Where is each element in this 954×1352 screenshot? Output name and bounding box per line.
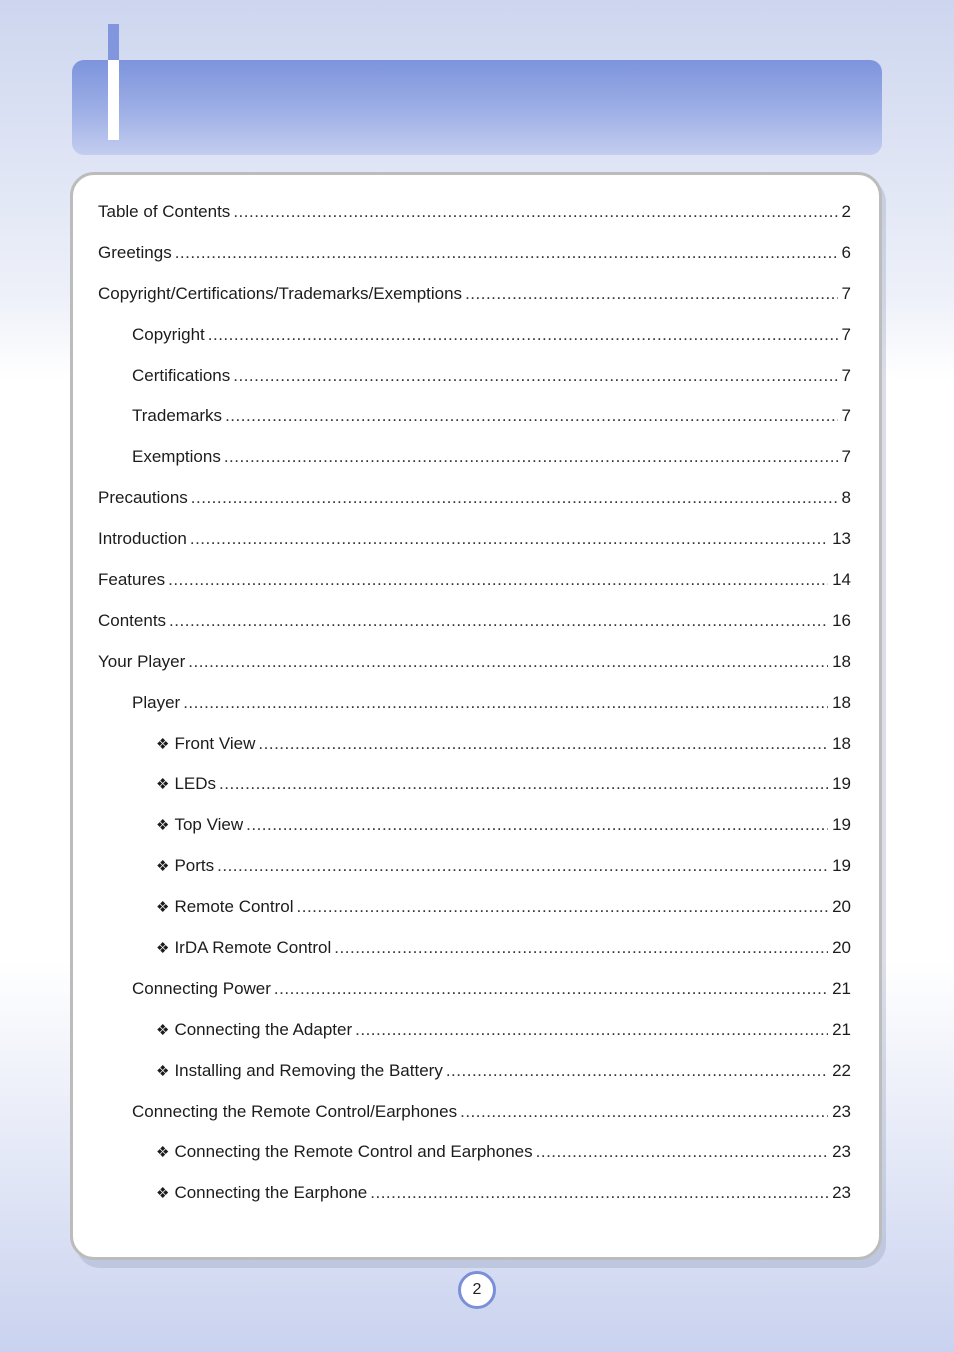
toc-entry[interactable] <box>98 693 851 734</box>
toc-entry-title: Copyright <box>132 324 205 344</box>
dot-leader <box>183 693 828 713</box>
diamond-bullet-icon: ❖ <box>156 1062 170 1080</box>
dot-leader <box>191 488 838 508</box>
header-accent-bar <box>108 60 119 140</box>
toc-entry-title: IrDA Remote Control <box>174 938 332 958</box>
toc-entry-page: 20 <box>832 938 851 958</box>
dot-leader <box>536 1142 828 1162</box>
dot-leader <box>460 1102 828 1122</box>
toc-entry-page: 16 <box>832 610 851 630</box>
toc-entry[interactable] <box>98 1102 851 1143</box>
dot-leader <box>274 979 828 999</box>
toc-entry-title: Features <box>98 570 166 590</box>
toc-entry-page: 7 <box>841 406 851 426</box>
toc-entry-page: 14 <box>832 570 851 590</box>
toc-entry-title: Exemptions <box>132 447 221 467</box>
toc-entry-page: 19 <box>832 856 851 876</box>
toc-entry-title: Greetings <box>98 242 172 262</box>
dot-leader <box>175 243 838 263</box>
toc-entry[interactable] <box>98 1061 851 1102</box>
diamond-bullet-icon: ❖ <box>156 1021 170 1039</box>
toc-entry-page: 21 <box>832 978 851 998</box>
toc-entry[interactable] <box>98 774 851 815</box>
toc-entry[interactable] <box>98 366 851 407</box>
dot-leader <box>355 1020 828 1040</box>
toc-entry-page: 22 <box>832 1060 851 1080</box>
dot-leader <box>208 325 838 345</box>
toc-entry-title: Installing and Removing the Battery <box>174 1060 443 1080</box>
toc-entry-page: 8 <box>841 488 851 508</box>
toc-entry[interactable] <box>98 202 851 243</box>
dot-leader <box>188 652 828 672</box>
toc-entry-title: Connecting the Remote Control and Earphones <box>174 1142 533 1162</box>
toc-entry[interactable] <box>98 652 851 693</box>
table-of-contents <box>98 202 851 1224</box>
page-number: 2 <box>472 1281 482 1298</box>
toc-entry[interactable] <box>98 447 851 488</box>
toc-entry-title: Connecting the Remote Control/Earphones <box>132 1101 458 1121</box>
diamond-bullet-icon: ❖ <box>156 817 170 835</box>
dot-leader <box>217 856 828 876</box>
diamond-bullet-icon: ❖ <box>156 1185 170 1203</box>
toc-entry[interactable] <box>98 611 851 652</box>
dot-leader <box>233 366 837 386</box>
toc-entry[interactable] <box>98 406 851 447</box>
toc-entry-page: 2 <box>841 202 851 221</box>
diamond-bullet-icon: ❖ <box>156 1144 170 1162</box>
toc-entry-page: 13 <box>832 529 851 549</box>
diamond-bullet-icon: ❖ <box>156 940 170 958</box>
dot-leader <box>446 1061 828 1081</box>
toc-entry-page: 19 <box>832 815 851 835</box>
toc-entry-page: 7 <box>841 283 851 303</box>
toc-entry-title: Player <box>132 692 181 712</box>
dot-leader <box>370 1183 828 1203</box>
toc-entry-title: Ports <box>174 856 215 876</box>
toc-entry-title: LEDs <box>174 774 217 794</box>
toc-entry-title: Connecting the Adapter <box>174 1019 353 1039</box>
toc-entry-title: Precautions <box>98 488 188 508</box>
toc-entry[interactable] <box>98 325 851 366</box>
toc-entry-title: Contents <box>98 610 167 630</box>
diamond-bullet-icon: ❖ <box>156 735 170 753</box>
toc-entry-title: Certifications <box>132 365 231 385</box>
dot-leader <box>169 611 828 631</box>
toc-entry[interactable] <box>98 488 851 529</box>
toc-entry[interactable] <box>98 815 851 856</box>
toc-entry-page: 23 <box>832 1101 851 1121</box>
toc-entry-page: 7 <box>841 324 851 344</box>
toc-entry-title: Front View <box>174 733 256 753</box>
toc-entry-page: 20 <box>832 897 851 917</box>
toc-entry-title: Trademarks <box>132 406 223 426</box>
toc-entry[interactable] <box>98 938 851 979</box>
toc-entry-title: Connecting the Earphone <box>174 1183 368 1203</box>
dot-leader <box>190 529 828 549</box>
diamond-bullet-icon: ❖ <box>156 858 170 876</box>
toc-entry-page: 18 <box>832 733 851 753</box>
toc-entry[interactable] <box>98 570 851 611</box>
toc-entry-title: Remote Control <box>174 897 294 917</box>
dot-leader <box>224 447 838 467</box>
dot-leader <box>465 284 837 304</box>
toc-entry-title: Introduction <box>98 529 187 549</box>
toc-entry-page: 21 <box>832 1019 851 1039</box>
toc-entry-page: 7 <box>841 365 851 385</box>
toc-entry-page: 6 <box>841 242 851 262</box>
toc-entry-page: 7 <box>841 447 851 467</box>
dot-leader <box>225 406 837 426</box>
toc-entry-page: 23 <box>832 1142 851 1162</box>
dot-leader <box>334 938 828 958</box>
dot-leader <box>297 897 829 917</box>
toc-entry-title: Copyright/Certifications/Trademarks/Exemptions <box>98 283 463 303</box>
toc-entry[interactable] <box>98 243 851 284</box>
dot-leader <box>258 734 828 754</box>
diamond-bullet-icon: ❖ <box>156 776 170 794</box>
toc-entry[interactable] <box>98 979 851 1020</box>
toc-entry-page: 18 <box>832 651 851 671</box>
toc-entry[interactable] <box>98 856 851 897</box>
toc-entry-title: Table of Contents <box>98 202 231 221</box>
toc-entry-title: Your Player <box>98 651 186 671</box>
toc-entry-title: Top View <box>174 815 244 835</box>
dot-leader <box>168 570 828 590</box>
page-number-badge <box>458 1271 496 1309</box>
dot-leader <box>219 774 828 794</box>
toc-entry[interactable] <box>98 897 851 938</box>
toc-entry[interactable] <box>98 529 851 570</box>
toc-entry[interactable] <box>98 1142 851 1183</box>
toc-entry-page: 18 <box>832 692 851 712</box>
toc-entry-page: 23 <box>832 1183 851 1203</box>
header-accent-tab <box>108 24 119 64</box>
dot-leader <box>246 815 828 835</box>
toc-entry[interactable] <box>98 284 851 325</box>
toc-entry[interactable] <box>98 1183 851 1224</box>
toc-entry[interactable] <box>98 734 851 775</box>
header-band <box>72 60 882 155</box>
toc-entry[interactable] <box>98 1020 851 1061</box>
toc-entry-page: 19 <box>832 774 851 794</box>
diamond-bullet-icon: ❖ <box>156 899 170 917</box>
toc-entry-title: Connecting Power <box>132 978 271 998</box>
dot-leader <box>233 202 837 222</box>
